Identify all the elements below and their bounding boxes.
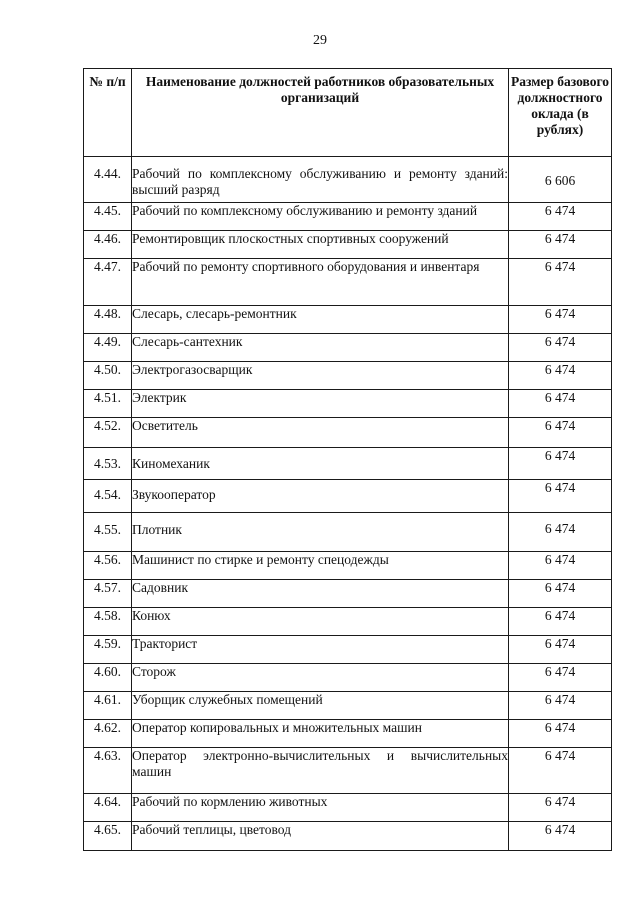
row-salary-amount: 6 474 xyxy=(509,636,612,664)
table-header-row xyxy=(84,69,612,157)
row-salary-amount: 6 474 xyxy=(509,390,612,418)
row-position-name: Садовник xyxy=(132,580,509,608)
salary-table xyxy=(83,68,612,851)
table-row xyxy=(84,720,612,748)
row-position-name: Рабочий по ремонту спортивного оборудования и инвентаря xyxy=(132,259,509,306)
table-row xyxy=(84,448,612,480)
row-position-name: Киномеханик xyxy=(132,448,509,480)
table-row xyxy=(84,259,612,306)
table-row xyxy=(84,203,612,231)
row-number: 4.52. xyxy=(84,418,132,448)
row-number: 4.50. xyxy=(84,362,132,390)
row-position-name: Рабочий по комплексному обслуживанию и ремонту зданий: высший разряд xyxy=(132,157,509,203)
row-salary-amount: 6 474 xyxy=(509,513,612,552)
row-number: 4.56. xyxy=(84,552,132,580)
row-position-name: Рабочий теплицы, цветовод xyxy=(132,822,509,851)
table-row xyxy=(84,390,612,418)
table-row xyxy=(84,822,612,851)
row-position-name: Сторож xyxy=(132,664,509,692)
row-number: 4.55. xyxy=(84,513,132,552)
header-position-name: Наименование должностей работников образовательных организаций xyxy=(132,69,509,157)
row-position-name: Рабочий по кормлению животных xyxy=(132,794,509,822)
table-row xyxy=(84,362,612,390)
row-position-name: Машинист по стирке и ремонту спецодежды xyxy=(132,552,509,580)
row-salary-amount: 6 474 xyxy=(509,334,612,362)
row-number: 4.63. xyxy=(84,748,132,794)
row-number: 4.44. xyxy=(84,157,132,203)
row-salary-amount: 6 474 xyxy=(509,552,612,580)
row-number: 4.65. xyxy=(84,822,132,851)
row-salary-amount: 6 474 xyxy=(509,480,612,513)
row-position-name: Осветитель xyxy=(132,418,509,448)
page-number: 29 xyxy=(313,33,327,48)
table-row xyxy=(84,608,612,636)
row-salary-amount: 6 474 xyxy=(509,580,612,608)
table-row xyxy=(84,480,612,513)
row-salary-amount: 6 474 xyxy=(509,231,612,259)
row-number: 4.58. xyxy=(84,608,132,636)
row-position-name: Тракторист xyxy=(132,636,509,664)
table-row xyxy=(84,552,612,580)
row-salary-amount: 6 474 xyxy=(509,822,612,851)
row-salary-amount: 6 474 xyxy=(509,448,612,480)
table-row xyxy=(84,692,612,720)
row-position-name: Рабочий по комплексному обслуживанию и ремонту зданий xyxy=(132,203,509,231)
row-salary-amount: 6 474 xyxy=(509,720,612,748)
row-number: 4.64. xyxy=(84,794,132,822)
row-number: 4.53. xyxy=(84,448,132,480)
row-salary-amount: 6 474 xyxy=(509,203,612,231)
row-position-name: Звукооператор xyxy=(132,480,509,513)
row-position-name: Электрогазосварщик xyxy=(132,362,509,390)
row-salary-amount: 6 474 xyxy=(509,306,612,334)
row-position-name: Электрик xyxy=(132,390,509,418)
row-number: 4.46. xyxy=(84,231,132,259)
row-salary-amount: 6 474 xyxy=(509,608,612,636)
row-position-name: Плотник xyxy=(132,513,509,552)
row-position-name: Оператор электронно-вычислительных и вычислительных машин xyxy=(132,748,509,794)
row-position-name: Оператор копировальных и множительных машин xyxy=(132,720,509,748)
table-row xyxy=(84,418,612,448)
row-salary-amount: 6 474 xyxy=(509,259,612,306)
row-salary-amount: 6 474 xyxy=(509,664,612,692)
table-row xyxy=(84,513,612,552)
row-salary-amount: 6 606 xyxy=(509,157,612,203)
row-salary-amount: 6 474 xyxy=(509,362,612,390)
header-number: № п/п xyxy=(84,69,132,157)
row-number: 4.48. xyxy=(84,306,132,334)
table-row xyxy=(84,231,612,259)
row-position-name: Ремонтировщик плоскостных спортивных сооружений xyxy=(132,231,509,259)
row-salary-amount: 6 474 xyxy=(509,418,612,448)
table-row xyxy=(84,334,612,362)
row-position-name: Слесарь, слесарь-ремонтник xyxy=(132,306,509,334)
row-number: 4.47. xyxy=(84,259,132,306)
header-salary-amount: Размер базового должностного оклада (в рублях) xyxy=(509,69,612,157)
table-row xyxy=(84,748,612,794)
row-position-name: Конюх xyxy=(132,608,509,636)
row-number: 4.60. xyxy=(84,664,132,692)
row-number: 4.51. xyxy=(84,390,132,418)
row-number: 4.57. xyxy=(84,580,132,608)
table-row xyxy=(84,157,612,203)
row-salary-amount: 6 474 xyxy=(509,794,612,822)
row-position-name: Слесарь-сантехник xyxy=(132,334,509,362)
row-salary-amount: 6 474 xyxy=(509,692,612,720)
table-row xyxy=(84,580,612,608)
row-number: 4.49. xyxy=(84,334,132,362)
table-row xyxy=(84,306,612,334)
row-number: 4.59. xyxy=(84,636,132,664)
row-salary-amount: 6 474 xyxy=(509,748,612,794)
table-row xyxy=(84,636,612,664)
table-row xyxy=(84,664,612,692)
table-row xyxy=(84,794,612,822)
row-position-name: Уборщик служебных помещений xyxy=(132,692,509,720)
row-number: 4.62. xyxy=(84,720,132,748)
row-number: 4.45. xyxy=(84,203,132,231)
row-number: 4.61. xyxy=(84,692,132,720)
row-number: 4.54. xyxy=(84,480,132,513)
